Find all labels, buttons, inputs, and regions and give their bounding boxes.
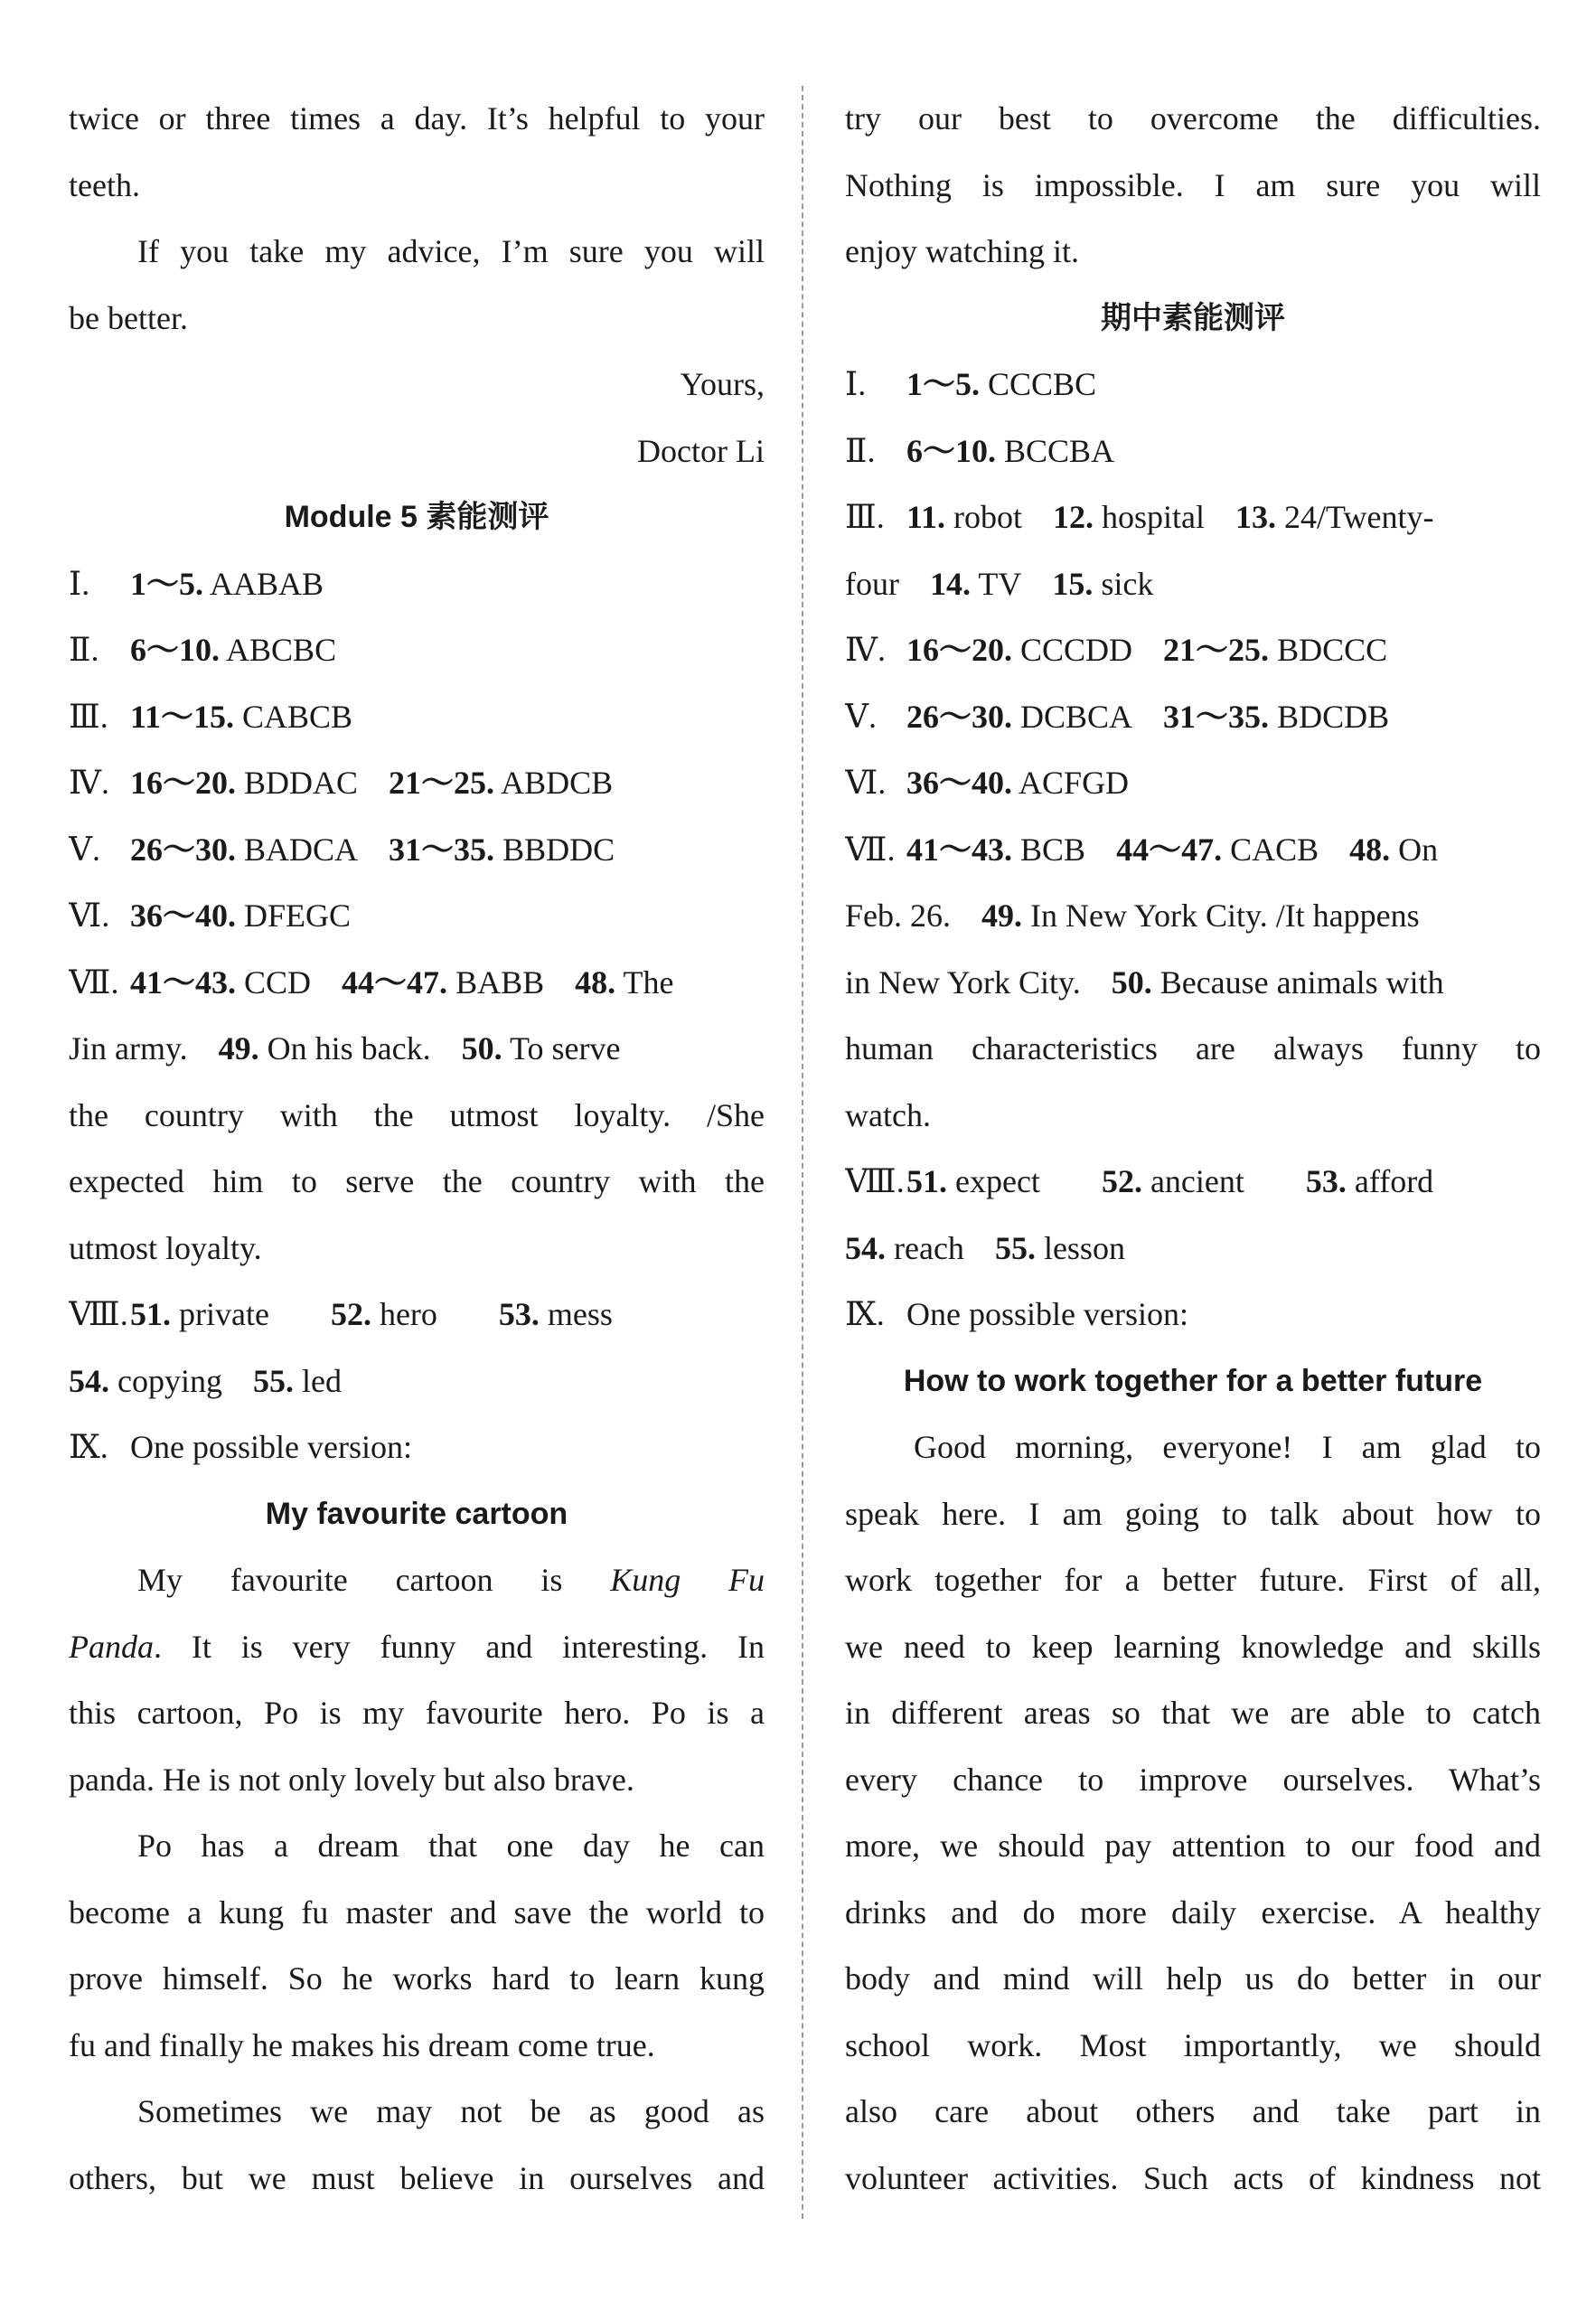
roman-label: Ⅸ.	[845, 1296, 885, 1332]
answer-row-6	[69, 883, 765, 950]
roman-label: Ⅲ.	[845, 499, 885, 535]
answer: BCB	[1020, 831, 1086, 868]
question-number: 50.	[1111, 963, 1152, 1001]
answer: To serve	[509, 1030, 621, 1066]
answer-row-5	[69, 817, 765, 884]
answer-row-8	[69, 1282, 765, 1348]
essay-line: panda. He is not only lovely but also brave.	[69, 1761, 634, 1798]
answer: Because animals with	[1159, 963, 1444, 1001]
answer-row-5	[845, 684, 1541, 751]
question-range: 21～25.	[389, 765, 495, 801]
essay-line: prove himself. So he works hard to learn kung	[69, 1960, 765, 1997]
roman-label: Ⅰ.	[845, 366, 867, 402]
question-number: 14.	[929, 565, 971, 602]
essay-line: in different areas so that we are able to catch	[845, 1695, 1541, 1731]
question-number: 53.	[1305, 1163, 1347, 1199]
question-number: 51.	[130, 1296, 171, 1332]
answer-row-1	[845, 352, 1541, 418]
answer: BADCA	[244, 831, 359, 868]
answer: TV	[978, 565, 1022, 602]
essay-line: Good morning, everyone! I am glad to	[914, 1429, 1541, 1465]
letter-line: be better.	[69, 299, 188, 336]
answer-row-1	[69, 551, 765, 618]
answer-row-7-cont: expected him to serve the country with the	[69, 1163, 765, 1199]
question-number: 52.	[1101, 1163, 1142, 1199]
question-range: 44～47.	[342, 963, 448, 1001]
answer: 24/Twenty-	[1284, 499, 1434, 535]
question-number: 11.	[906, 499, 946, 535]
answer: One possible version:	[130, 1429, 412, 1465]
letter-line: teeth.	[69, 166, 140, 203]
answer: ancient	[1150, 1163, 1244, 1199]
answer: hospital	[1102, 499, 1206, 535]
roman-label: Ⅵ.	[69, 897, 110, 934]
question-range: 6～10.	[906, 432, 997, 469]
answer: mess	[547, 1296, 613, 1332]
question-range: 6～10.	[130, 632, 221, 668]
essay-line: become a kung fu master and save the world to	[69, 1893, 765, 1931]
answer: BCCBA	[1004, 432, 1115, 469]
answer-row-7	[845, 817, 1541, 884]
answer-row-4	[845, 617, 1541, 684]
answer: Feb. 26.	[845, 897, 951, 934]
question-number: 48.	[1349, 831, 1391, 868]
answer: CABCB	[242, 698, 353, 735]
essay-line: body and mind will help us do better in our	[845, 1960, 1541, 1997]
roman-label: Ⅶ.	[69, 963, 119, 1001]
question-range: 26～30.	[130, 831, 237, 868]
question-number: 49.	[981, 897, 1022, 934]
question-number: 54.	[845, 1229, 886, 1266]
answer-row-7	[69, 950, 765, 1017]
answer: BBDDC	[502, 831, 615, 868]
roman-label: Ⅵ.	[845, 765, 887, 801]
answer-row-8b	[69, 1348, 765, 1415]
letter-line: twice or three times a day. It’s helpful to your	[69, 100, 765, 136]
question-number: 55.	[252, 1362, 294, 1399]
essay-line: every chance to improve ourselves. What’s	[845, 1761, 1541, 1798]
question-range: 26～30.	[906, 698, 1013, 735]
answer-row-9	[69, 1414, 765, 1481]
essay-line: speak here. I am going to talk about how to	[845, 1495, 1541, 1532]
answer: The	[623, 963, 674, 1001]
answer-row-3	[69, 684, 765, 751]
roman-label: Ⅳ.	[845, 632, 886, 668]
answer-row-7-cont: watch.	[845, 1096, 931, 1133]
essay-line: work together for a better future. First of all,	[845, 1562, 1541, 1598]
midterm-title: 期中素能测评	[1101, 300, 1285, 335]
roman-label: Ⅸ.	[69, 1429, 108, 1465]
answer-row-7b	[845, 883, 1541, 950]
question-range: 1～5.	[906, 366, 981, 402]
question-number: 50.	[461, 1030, 502, 1066]
answer: expect	[955, 1163, 1040, 1199]
roman-label: Ⅱ.	[69, 632, 99, 668]
answer-row-8	[845, 1149, 1541, 1216]
essay-line: more, we should pay attention to our food and	[845, 1828, 1541, 1864]
roman-label: Ⅴ.	[69, 831, 100, 868]
question-number: 53.	[498, 1296, 540, 1332]
answer: lesson	[1043, 1229, 1125, 1266]
module5-title: Module 5 素能测评	[284, 500, 549, 534]
answer: sick	[1101, 565, 1154, 602]
letter-line: If you take my advice, I’m sure you will	[137, 233, 765, 269]
answer: ABDCB	[501, 765, 614, 801]
answer: In New York City. /It happens	[1030, 897, 1420, 934]
answer: ACFGD	[1019, 765, 1130, 801]
question-range: 36～40.	[906, 765, 1013, 801]
answer-row-7-cont: the country with the utmost loyalty. /She	[69, 1096, 765, 1133]
answer-row-4	[69, 750, 765, 817]
answer-row-8b	[845, 1216, 1541, 1283]
answer: BDCDB	[1277, 698, 1390, 735]
question-number: 52.	[330, 1296, 371, 1332]
question-number: 12.	[1053, 499, 1094, 535]
answer: DFEGC	[244, 897, 352, 934]
answer: BDCCC	[1277, 632, 1388, 668]
answer: four	[845, 565, 899, 602]
essay-title: My favourite cartoon	[265, 1496, 568, 1531]
answer: ABCBC	[226, 632, 337, 668]
answer: BABB	[455, 963, 545, 1001]
essay-italic: Kung Fu	[610, 1562, 765, 1598]
question-number: 51.	[906, 1163, 947, 1199]
roman-label: Ⅲ.	[69, 698, 108, 735]
answer: led	[301, 1362, 342, 1399]
letter-signature: Doctor Li	[637, 432, 765, 469]
question-range: 44～47.	[1116, 831, 1223, 868]
roman-label: Ⅴ.	[845, 698, 877, 735]
answer: in New York City.	[845, 963, 1081, 1001]
answer: DCBCA	[1020, 698, 1133, 735]
question-number: 15.	[1052, 565, 1094, 602]
roman-label: Ⅶ.	[845, 831, 896, 868]
essay-title: How to work together for a better future	[903, 1363, 1483, 1398]
answer-row-7-cont: utmost loyalty.	[69, 1229, 262, 1266]
essay-line	[69, 1547, 765, 1614]
answer: CCCDD	[1020, 632, 1133, 668]
roman-label: Ⅷ.	[845, 1163, 905, 1199]
question-range: 41～43.	[906, 831, 1013, 868]
essay-line: Po has a dream that one day he can	[137, 1828, 765, 1864]
essay-text: My favourite cartoon is	[137, 1562, 563, 1598]
answer: AABAB	[210, 565, 324, 602]
roman-label: Ⅰ.	[69, 565, 90, 602]
answer-row-3	[845, 484, 1541, 551]
left-column	[69, 86, 765, 2212]
question-number: 54.	[69, 1362, 109, 1399]
answer-row-7-cont: human characteristics are always funny to	[845, 1030, 1541, 1066]
essay-text: . It is very funny and interesting. In	[154, 1628, 765, 1665]
essay-line: Nothing is impossible. I am sure you will	[845, 166, 1541, 203]
column-divider	[802, 86, 803, 2219]
question-number: 55.	[994, 1229, 1036, 1266]
essay-line: try our best to overcome the difficulties.	[845, 100, 1541, 136]
essay-line: Sometimes we may not be as good as	[137, 2093, 765, 2129]
answer-row-3b	[845, 551, 1541, 618]
roman-label: Ⅷ.	[69, 1296, 128, 1332]
answer-row-7c	[845, 950, 1541, 1017]
essay-line: volunteer activities. Such acts of kindness not	[845, 2159, 1541, 2196]
answer: BDDAC	[244, 765, 359, 801]
answer: On his back.	[267, 1030, 431, 1066]
essay-line: others, but we must believe in ourselves and	[69, 2159, 765, 2196]
essay-italic: Panda	[69, 1628, 154, 1665]
answer: hero	[379, 1296, 437, 1332]
question-range: 36～40.	[130, 897, 237, 934]
essay-line: enjoy watching it.	[845, 233, 1079, 269]
question-number: 49.	[218, 1030, 259, 1066]
answer: On	[1398, 831, 1439, 868]
question-range: 31～35.	[389, 831, 495, 868]
question-range: 16～20.	[906, 632, 1013, 668]
question-range: 41～43.	[130, 963, 237, 1001]
answer-row-6	[845, 750, 1541, 817]
answer: CCCBC	[988, 366, 1097, 402]
question-number: 13.	[1235, 499, 1277, 535]
essay-line: fu and finally he makes his dream come true.	[69, 2026, 655, 2063]
answer-row-2	[69, 617, 765, 684]
essay-line: also care about others and take part in	[845, 2093, 1541, 2129]
answer: afford	[1354, 1163, 1434, 1199]
roman-label: Ⅱ.	[845, 432, 876, 469]
answer: private	[179, 1296, 269, 1332]
question-range: 11～15.	[130, 698, 235, 735]
roman-label: Ⅳ.	[69, 765, 109, 801]
answer-row-9	[845, 1282, 1541, 1348]
answer: CCD	[244, 963, 312, 1001]
essay-line: we need to keep learning knowledge and skills	[845, 1628, 1541, 1665]
letter-closing: Yours,	[680, 366, 765, 402]
question-range: 16～20.	[130, 765, 237, 801]
answer: copying	[117, 1362, 222, 1399]
answer: robot	[953, 499, 1023, 535]
question-range: 31～35.	[1163, 698, 1270, 735]
question-number: 48.	[575, 963, 616, 1001]
answer: One possible version:	[906, 1296, 1188, 1332]
answer: CACB	[1230, 831, 1319, 868]
right-column	[845, 86, 1541, 2212]
answer: Jin army.	[69, 1030, 188, 1066]
essay-line: school work. Most importantly, we should	[845, 2026, 1541, 2063]
essay-line	[69, 1614, 765, 1681]
question-range: 21～25.	[1163, 632, 1270, 668]
essay-line: drinks and do more daily exercise. A healthy	[845, 1893, 1541, 1931]
answer: reach	[894, 1229, 964, 1266]
answer-row-2	[845, 418, 1541, 485]
answer-row-7-cont	[69, 1016, 765, 1083]
question-range: 1～5.	[130, 565, 204, 602]
essay-line: this cartoon, Po is my favourite hero. Po is a	[69, 1695, 765, 1731]
